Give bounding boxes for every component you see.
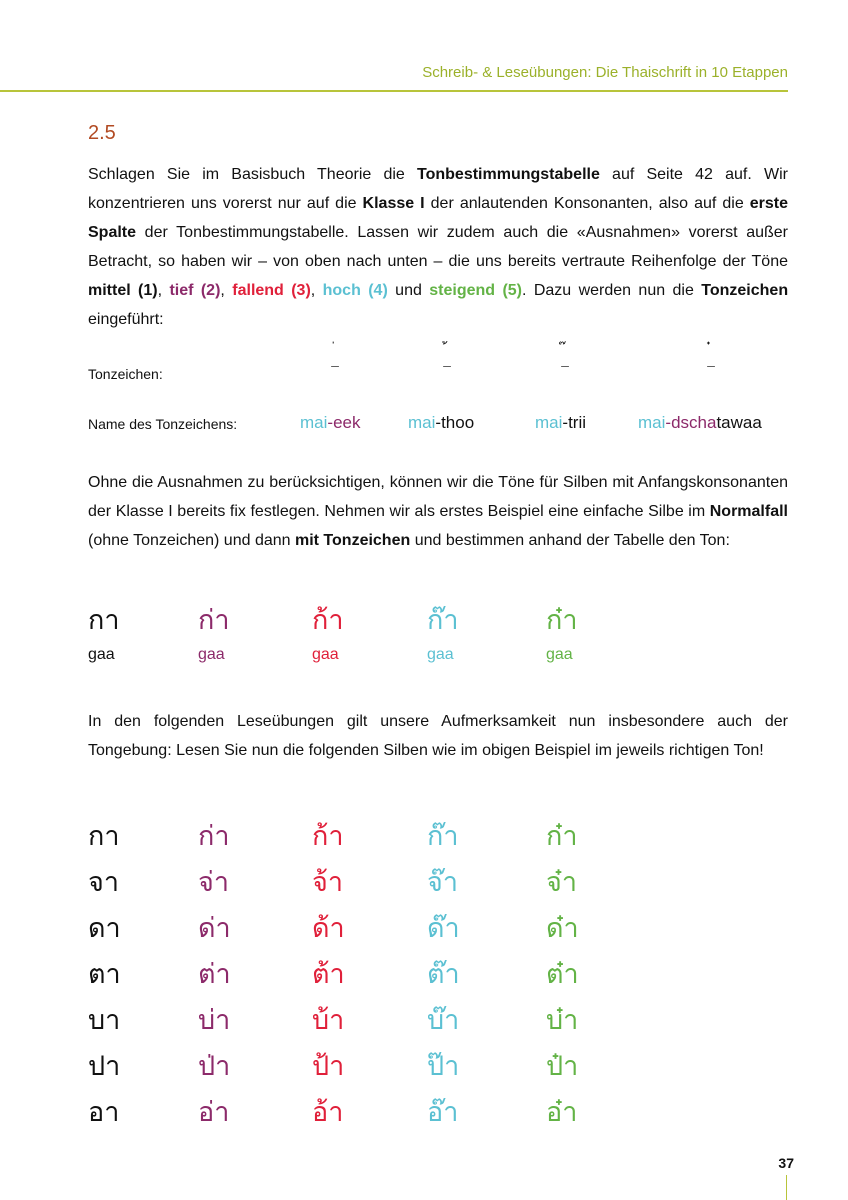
tone-mid: mittel (1)	[88, 282, 158, 299]
intro-bold-2: Klasse I	[362, 195, 425, 212]
mark-name-prefix: mai	[535, 413, 563, 432]
intro-text-2: auf Seite 42 auf. Wir konzentrieren uns vorerst nur auf die	[88, 166, 789, 212]
example-roman-2: gaa	[198, 646, 225, 663]
mark-names-label: Name des Tonzeichens:	[88, 416, 238, 432]
example-thai-3: ก้า	[312, 605, 344, 636]
drill-syllable: ป๊า	[427, 1051, 460, 1082]
tone-mark-symbol	[696, 344, 726, 358]
drill-syllable: บ๋า	[546, 1005, 579, 1036]
drill-syllable: อ๊า	[427, 1097, 459, 1128]
drill-syllable: จ่า	[198, 867, 229, 898]
drill-syllable: ด๋า	[546, 913, 579, 944]
tone-mark-3	[550, 344, 580, 372]
tone-mark-symbol	[432, 344, 462, 358]
mark-name-part: -dscha	[665, 413, 717, 432]
intro-text-1: Schlagen Sie im Basisbuch Theorie die	[88, 166, 418, 183]
intro-text-4: der Tonbestimmungstabelle. Lassen wir zudem auch die «Ausnahmen» vorerst außer Betracht, so haben wir – von oben nach unten – die uns bereits vertraute Reihenfolge der Töne	[88, 224, 788, 270]
drill-syllable: บา	[88, 1005, 121, 1036]
example-roman-4: gaa	[427, 646, 454, 663]
drill-syllable: จา	[88, 867, 119, 898]
drill-syllable: ตา	[88, 959, 121, 990]
tone-high: hoch (4)	[322, 282, 388, 299]
mark-name-part: -trii	[562, 413, 587, 432]
drill-syllable: ป้า	[312, 1051, 345, 1082]
drill-syllable: กา	[88, 821, 120, 852]
tone-mark-2	[432, 344, 462, 372]
drill-syllable: อ่า	[198, 1097, 230, 1128]
drill-syllable: ต๊า	[427, 959, 460, 990]
second-text-1: Ohne die Ausnahmen zu berücksichtigen, können wir die Töne für Silben mit Anfangskonsonanten der Klasse I bereits fix festlegen. Nehmen wir als erstes Beispiel eine einfache Silbe im	[88, 474, 788, 520]
drill-syllable: ก๋า	[546, 821, 578, 852]
running-header: Schreib- & Leseübungen: Die Thaischrift in 10 Etappen	[422, 64, 788, 81]
tone-mark-symbol	[320, 344, 350, 358]
drill-syllable: ป๋า	[546, 1051, 579, 1082]
drill-syllable: จ๊า	[427, 867, 458, 898]
second-paragraph	[88, 468, 788, 555]
drill-syllable: จ้า	[312, 867, 343, 898]
second-bold-2: mit Tonzeichen	[294, 532, 411, 549]
tone-mark-dash: –	[707, 357, 715, 373]
drill-syllable: ปา	[88, 1051, 121, 1082]
drill-syllable: ด่า	[198, 913, 231, 944]
tone-rising: steigend (5)	[429, 282, 522, 299]
drill-syllable: ก่า	[198, 821, 230, 852]
tone-mark-dash: –	[561, 357, 569, 373]
header-rule	[0, 90, 788, 92]
example-roman-5: gaa	[546, 646, 573, 663]
sep-2: ,	[220, 282, 233, 299]
tone-mark-dash: –	[331, 357, 339, 373]
intro-text-6: eingeführt:	[88, 311, 164, 328]
sep-3: ,	[310, 282, 323, 299]
mark-name-part: -eek	[327, 413, 361, 432]
tone-mark-4	[696, 344, 726, 372]
drill-syllable: บ่า	[198, 1005, 231, 1036]
mark-name-eek	[300, 413, 360, 433]
page-number: 37	[778, 1155, 794, 1171]
tone-falling: fallend (3)	[232, 282, 311, 299]
intro-bold-3: erste Spalte	[88, 195, 788, 241]
drill-syllable: อ๋า	[546, 1097, 578, 1128]
mark-name-suffix: tawaa	[716, 413, 762, 432]
sep-4: und	[387, 282, 430, 299]
mark-name-trii	[535, 413, 586, 433]
tone-marks-label: Tonzeichen:	[88, 366, 163, 382]
drill-syllable: อ้า	[312, 1097, 344, 1128]
second-text-3: und bestimmen anhand der Tabelle den Ton:	[410, 532, 730, 549]
intro-bold-4: Tonzeichen	[701, 282, 789, 299]
example-thai-2: ก่า	[198, 605, 230, 636]
tone-low: tief (2)	[169, 282, 221, 299]
sep-1: ,	[157, 282, 170, 299]
mark-name-part: -thoo	[435, 413, 475, 432]
example-thai-5: ก๋า	[546, 605, 578, 636]
drill-syllable: บ้า	[312, 1005, 345, 1036]
mark-name-prefix: mai	[638, 413, 666, 432]
second-text-2: (ohne Tonzeichen) und dann	[88, 532, 295, 549]
page-rule	[786, 1175, 787, 1200]
mark-name-dschatawaa	[638, 413, 762, 433]
tone-mark-dash: –	[443, 357, 451, 373]
example-thai-4: ก๊า	[427, 605, 459, 636]
intro-paragraph	[88, 160, 788, 334]
intro-text-5: . Dazu werden nun die	[522, 282, 702, 299]
drill-syllable: ต๋า	[546, 959, 579, 990]
example-thai-1: กา	[88, 605, 120, 636]
mark-name-thoo	[408, 413, 474, 433]
drill-syllable: จ๋า	[546, 867, 577, 898]
drill-syllable: ป่า	[198, 1051, 231, 1082]
drill-syllable: ดา	[88, 913, 121, 944]
second-bold-1: Normalfall	[709, 503, 788, 520]
drill-syllable: ต่า	[198, 959, 231, 990]
drill-syllable: บ๊า	[427, 1005, 460, 1036]
intro-bold-1: Tonbestimmungstabelle	[417, 166, 600, 183]
drill-syllable: ก้า	[312, 821, 344, 852]
mark-name-prefix: mai	[300, 413, 328, 432]
example-roman-1: gaa	[88, 646, 115, 663]
third-paragraph: In den folgenden Leseübungen gilt unsere Aufmerksamkeit nun insbesondere auch der Tongebung: Lesen Sie nun die folgenden Silben wie im obigen Beispiel im jeweils richtigen Ton!	[88, 713, 788, 759]
drill-syllable: อา	[88, 1097, 120, 1128]
drill-syllable: ด๊า	[427, 913, 460, 944]
tone-mark-1	[320, 344, 350, 372]
mark-name-prefix: mai	[408, 413, 436, 432]
tone-mark-symbol	[550, 344, 580, 358]
drill-syllable: ด้า	[312, 913, 345, 944]
example-roman-3: gaa	[312, 646, 339, 663]
drill-syllable: ก๊า	[427, 821, 459, 852]
intro-text-3: der anlautenden Konsonanten, also auf die	[424, 195, 750, 212]
drill-syllable: ต้า	[312, 959, 345, 990]
section-number: 2.5	[88, 122, 116, 144]
